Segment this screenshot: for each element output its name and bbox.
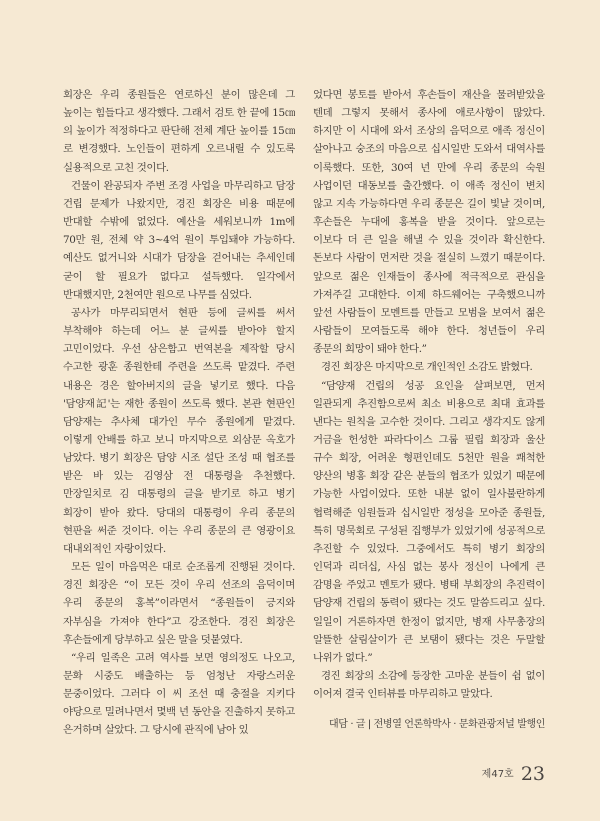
paragraph: 모든 일이 마음먹은 대로 순조롭게 진행된 것이다. 경진 회장은 “이 모든 것이 우리 선조의 음덕이며 우리 종문의 홍복”이라면서 “종원들이 긍지와 자부심을 가져야 한다”고 강조한다. 경진 회장은 후손들에게 당부하고 싶은 말을 덧붙였다. [63,561,295,646]
paragraph: “우리 일족은 고려 역사를 보면 영의정도 나오고, 문화 시중도 배출하는 등 엄청난 자랑스러운 문중이었다. 그러다 이 씨 조선 때 충절을 지키다 야당으로 밀려나면서 몇백 년 동안을 진출하지 못하고 은거하며 살았다. 그 당시에 관직에 남아 있 [63,651,295,737]
author-byline: 대담 · 글 | 전병열 언론학박사 · 문화관광저널 발행인 [329,719,545,730]
page-number: 23 [520,763,545,785]
paragraph: “담양재 건립의 성공 요인을 살펴보면, 먼저 일관되게 추진함으로써 최소 비용으로 최대 효과를 낸다는 원칙을 고수한 것이다. 그리고 생각지도 않게 거금을 헌성한 파라다이스 그룹 필립 회장과 울산 규수 회장, 어려운 형편인데도 5천만 원을 쾌척한 양산의 병홍 회장 같은 분들의 협조가 있었기 때문에 가능한 사업이었다. 또한 내분 없이 일사불란하게 협력해준 임원들과 십시일반 정성을 모아준 종원들, 특히 명묵회로 구성된 집행부가 있었기에 성공적으로 추진할 수 있었다. 그중에서도 특히 병기 회장의 인덕과 리더십, 사심 없는 봉사 정신이 나에게 큰 감명을 주었고 멘토가 됐다. 병태 부회장의 추진력이 담양재 건립의 동력이 됐다는 것도 말씀드리고 싶다. 일일이 거론하자면 한정이 없지만, 병재 사무총장의 알뜰한 살림살이가 큰 보탬이 됐다는 것은 두말할 나위가 없다.” [313,379,545,664]
paragraph: 건물이 완공되자 주변 조경 사업을 마무리하고 담장 건립 문제가 나왔지만, 경진 회장은 비용 때문에 반대할 수밖에 없었다. 예산을 세워보니까 1m에 70만 원, 전체 약 3~4억 원이 투입돼야 가능하다. 예산도 없거니와 시대가 담장을 걷어내는 추세인데 굳이 할 필요가 없다고 설득했다. 일각에서 반대했지만, 2천여만 원으로 나무를 심었다. [63,179,295,301]
right-column [313,86,545,703]
left-column [63,86,295,740]
page-footer [300,763,545,785]
issue-number: 제47호 [481,769,514,780]
paragraph: 공사가 마무리되면서 현판 등에 글씨를 써서 부착해야 하는데 어느 분 글씨를 받아야 할지 고민이었다. 우선 삼은함고 번역본을 제작할 당시 수고한 광훈 종원한테 주련을 쓰도록 맡겼다. 주련 내용은 경은 할아버지의 글을 넣기로 했다. 다음 '담양재記'는 재한 종원이 쓰도록 했다. 본관 현판인 담양재는 추사체 대가인 무수 종원에게 맡겼다. 이렇게 안배를 하고 보니 마지막으로 외삼문 옥호가 남았다. 병기 회장은 담양 시조 설단 조성 때 협조를 받은 바 있는 김영삼 전 대통령을 추천했다. 만장일치로 김 대통령의 글을 받기로 하고 병기 회장이 받아 왔다. 당대의 대통령이 우리 종문의 현판을 써준 것이다. 이는 우리 종문의 큰 영광이요 대내외적인 자랑이었다. [63,306,295,555]
paragraph: 경진 회장의 소감에 등장한 고마운 분들이 쉼 없이 이어져 결국 인터뷰를 마무리하고 말았다. [313,670,545,701]
paragraph: 경진 회장은 마지막으로 개인적인 소감도 밝혔다. [321,361,533,374]
paragraph: 회장은 우리 종원들은 연로하신 분이 많은데 그 높이는 힘들다고 생각했다. 그래서 검토 한 끝에 15㎝의 높이가 적정하다고 판단해 전체 계단 높이를 15㎝로 변경했다. 노인들이 편하게 오르내릴 수 있도록 실용적으로 고친 것이다. [63,89,295,174]
paragraph: 었다면 봉토를 받아서 후손들이 재산을 물려받았을 텐데 그렇지 못해서 종사에 애로사항이 많았다. 하지만 이 시대에 와서 조상의 음덕으로 애족 정신이 살아나고 숭조의 마음으로 십시일반 도와서 대역사를 이룩했다. 또한, 30여 년 만에 우리 종문의 숙원 사업이던 대동보를 출간했다. 이 애족 정신이 변치 않고 지속 가능하다면 우리 종문은 길이 빛날 것이며, 후손들은 누대에 홍복을 받을 것이다. 앞으로는 이보다 더 큰 일을 해낼 수 있을 것이라 확신한다. 돈보다 사람이 먼저란 것을 절실히 느꼈기 때문이다. 앞으로 젊은 인재들이 종사에 적극적으로 관심을 가져주길 고대한다. 이제 하드웨어는 구축했으니까 앞선 사람들이 모멘트를 만들고 모범을 보여서 젊은 사람들이 모여들도록 해야 한다. 청년들이 우리 종문의 희망이 돼야 한다.” [313,89,545,356]
